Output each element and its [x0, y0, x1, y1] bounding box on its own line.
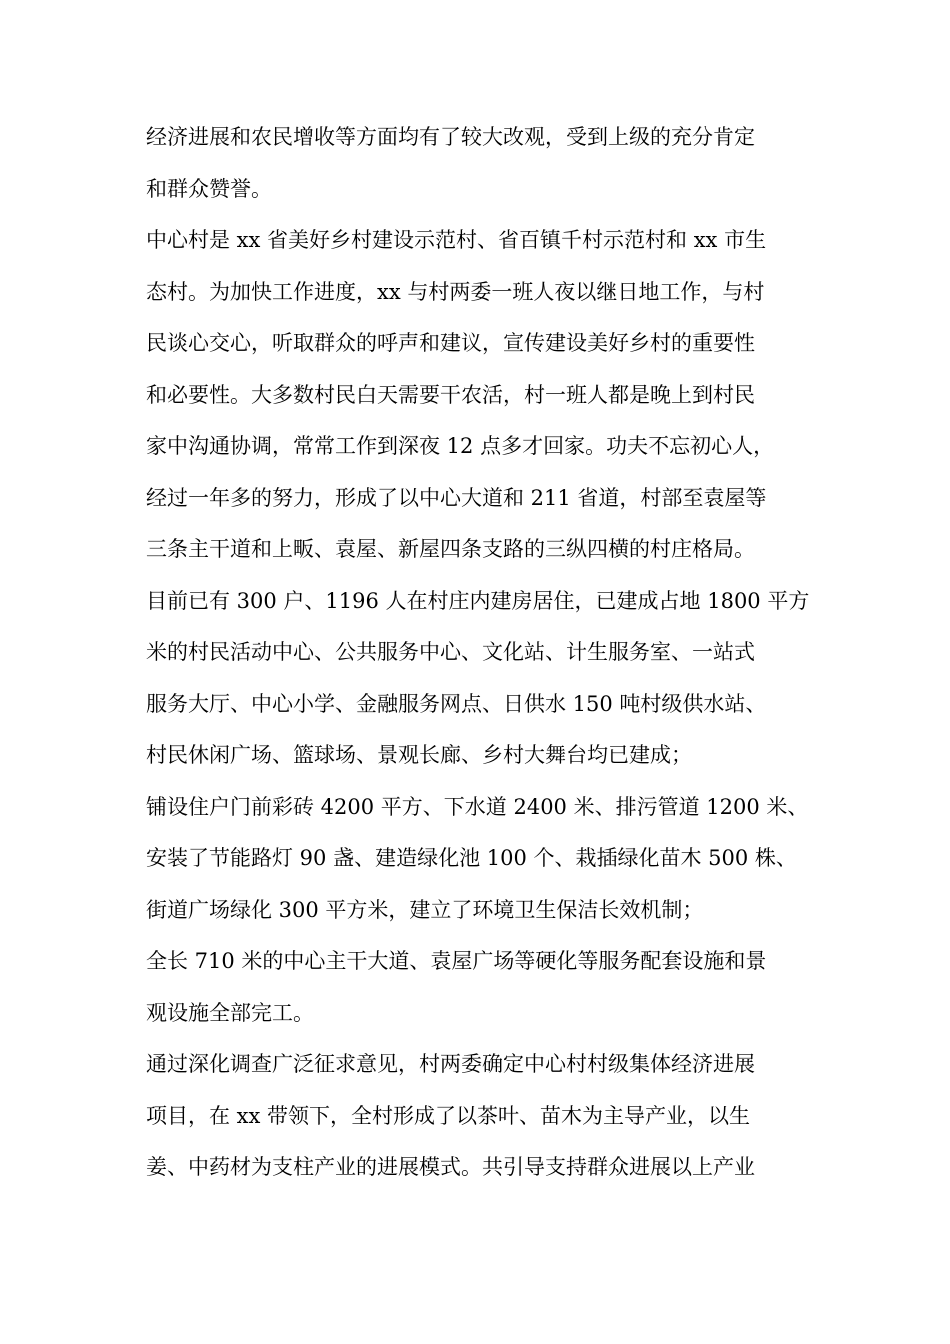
text-line: 经济进展和农民增收等方面均有了较大改观，受到上级的充分肯定	[146, 125, 755, 149]
text-line: 姜、中药材为支柱产业的进展模式。共引导支持群众进展以上产业	[146, 1155, 755, 1179]
text-line: 中心村是 xx 省美好乡村建设示范村、省百镇千村示范村和 xx 市生	[146, 228, 767, 252]
text-line: 安装了节能路灯 90 盏、建造绿化池 100 个、栽插绿化苗木 500 株、	[146, 846, 797, 870]
text-line: 态村。为加快工作进度，xx 与村两委一班人夜以继日地工作，与村	[146, 279, 765, 304]
text-line: 服务大厅、中心小学、金融服务网点、日供水 150 吨村级供水站、	[146, 691, 767, 716]
text-line: 目前已有 300 户、1196 人在村庄内建房居住，已建成占地 1800 平方	[146, 588, 810, 613]
text-line: 和群众赞誉。	[146, 176, 272, 201]
text-line: 和必要性。大多数村民白天需要干农活，村一班人都是晚上到村民	[146, 382, 755, 407]
text-line: 全长 710 米的中心主干大道、袁屋广场等硬化等服务配套设施和景	[146, 949, 767, 973]
text-line: 经过一年多的努力，形成了以中心大道和 211 省道，村部至袁屋等	[146, 485, 767, 510]
text-line: 米的村民活动中心、公共服务中心、文化站、计生服务室、一站式	[146, 640, 755, 664]
text-line: 观设施全部完工。	[146, 1000, 314, 1025]
text-line: 家中沟通协调，常常工作到深夜 12 点多才回家。功夫不忘初心人，	[146, 434, 775, 458]
text-line: 通过深化调查广泛征求意见，村两委确定中心村村级集体经济进展	[146, 1052, 755, 1076]
text-line: 三条主干道和上畈、袁屋、新屋四条支路的三纵四横的村庄格局。	[146, 537, 755, 561]
text-line: 民谈心交心，听取群众的呼声和建议，宣传建设美好乡村的重要性	[146, 331, 755, 355]
text-line: 项目，在 xx 带领下，全村形成了以茶叶、苗木为主导产业，以生	[146, 1103, 751, 1128]
body-text	[146, 112, 826, 1194]
text-line: 铺设住户门前彩砖 4200 平方、下水道 2400 米、排污管道 1200 米、	[146, 794, 809, 819]
text-line: 街道广场绿化 300 平方米，建立了环境卫生保洁长效机制；	[146, 897, 704, 922]
text-line: 村民休闲广场、篮球场、景观长廊、乡村大舞台均已建成；	[146, 743, 692, 767]
